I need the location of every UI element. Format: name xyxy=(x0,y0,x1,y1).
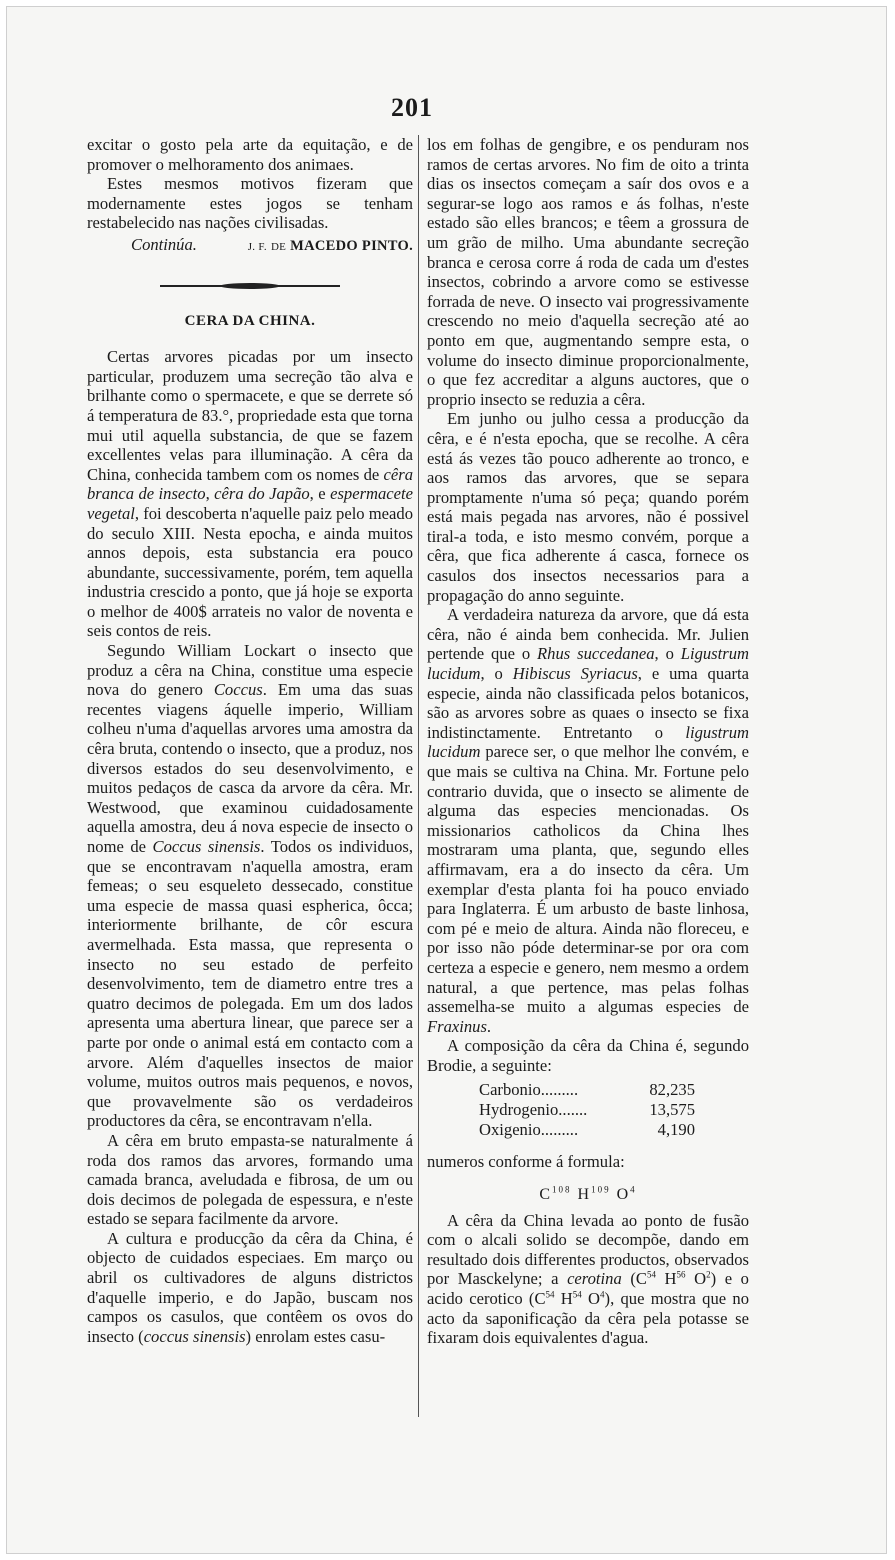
article-title: CERA DA CHINA. xyxy=(184,312,316,329)
element-name: Hydrogenio....... xyxy=(479,1099,588,1119)
element-value: 82,235 xyxy=(649,1079,695,1099)
author-initials: J. F. xyxy=(247,240,267,253)
paragraph-cera-bruto: A cêra em bruto empasta-se naturalmente á roda dos ramos das arvores, formando uma camada branca, aveludada e fibrosa, de um ou dois decimos de polegada de espessura, e n'este estado se separa facilmente da arvore. xyxy=(87,1130,413,1229)
table-row xyxy=(479,1100,695,1120)
element-name: Oxigenio......... xyxy=(479,1119,579,1139)
document-page xyxy=(6,6,887,1554)
paragraph-arvore-natureza: A verdadeira natureza da arvore, que dá esta cêra, não é ainda bem conhecida. Mr. Julien pertende que o Rhus succedanea, o Ligustrum lucidum, o Hibiscus Syriacus, e uma quarta especie, ainda não classificada pelos botanicos, são as arvores sobre as quaes o insecto se fixa indistinctamente. Entretanto o ligustrum lucidum parece ser, o que melhor lhe convém, e que mais se cultiva na China. Mr. Fortune pelo contrario duvida, que o insecto se alimente de alguma das especies mencionadas. Os missionarios catholicos da China lhes mostraram uma planta, que, segundo elles affirmavam, era a do insecto da cêra. Um exemplar d'esta planta foi ha pouco enviado para Inglaterra. É um arbusto de baste linhosa, com pé e meio de altura. Ainda não floreceu, e por isso não póde determinar-se por ora com certeza a especie e genero, nem mesmo a ordem natural, a que pertence, mas pelas folhas assemelha-se muito a algumas especies de Fraxinus. xyxy=(427,605,749,1036)
paragraph-certas-arvores: Certas arvores picadas por um insecto particular, produzem uma secreção tão alva e brilhante como o spermacete, e que se derrete só á temperatura de 83.°, propriedade esta que torna mui util aquella substancia, de que se fazem excellentes velas para illuminação. A cêra da China, conhecida tambem com os nomes de cêra branca de insecto, cêra do Japão, e espermacete vegetal, foi descoberta n'aquelle paiz pelo meado do seculo XIII. Nesta epocha, e ainda muitos annos depois, esta substancia era pouco abundante, successivamente, porém, tem aquella industria crescido a ponto, que já hoje se exporta o melhor de 400$ arrateis no valor de noventa e seis contos de reis. xyxy=(87,347,414,641)
table-row xyxy=(479,1120,695,1140)
author-surname: MACEDO PINTO. xyxy=(290,237,413,254)
carryover-paragraph: excitar o gosto pela arte da equitação, e de promover o melhoramento dos animaes. xyxy=(87,135,413,174)
formula-intro: numeros conforme á formula: xyxy=(427,1151,625,1171)
paragraph-cultura: A cultura e producção da cêra da China, é objecto de cuidados especiaes. Em março ou abril os cultivadores de alguns districtos d'aquelle imperio, e do Japão, buscam nos campos os casulos, que contêem os ovos do insecto (coccus sinensis) enrolam estes casu- xyxy=(87,1228,413,1346)
element-value: 13,575 xyxy=(649,1099,695,1119)
right-column xyxy=(427,135,749,1348)
chemical-formula: $C^{108}$ $H^{109}$ $O^4$ xyxy=(539,1184,637,1204)
element-name: Carbonio......... xyxy=(479,1079,579,1099)
element-value: 4,190 xyxy=(657,1119,695,1139)
composition-table xyxy=(479,1080,695,1140)
paragraph-casulos-continuation: los em folhas de gengibre, e os penduram nos ramos de certas arvores. No fim de oito a trinta dias os insectos começam a saír dos ovos e a segurar-se logo aos ramos e ás folhas, n'este estado são elles brancos; e têem a grossura de um grão de milho. Uma abundante secreção branca e cerosa corre á roda de cada um d'estes insectos, cobrindo a arvore como se estivesse forrada de neve. O insecto vai progressivamente crescendo no meio d'aquella secreção até ao ponto em que, augmentando sempre esta, o volume do insecto diminue proporcionalmente, o que fez accreditar a alguns auctores, que o proprio insecto se reduzia a cêra. xyxy=(427,135,749,409)
article-signature xyxy=(87,235,413,258)
left-column xyxy=(87,135,413,1346)
page-number: 201 xyxy=(391,93,433,122)
paragraph-lockart: Segundo William Lockart o insecto que produz a cêra na China, constitue uma especie nova do genero Coccus. Em uma das suas recentes viagens áquelle imperio, William colheu n'uma d'aquellas arvores uma amostra da cêra bruta, contendo o insecto, que a produz, nos diversos estados do seu desenvolvimento, e muitos pedaços de casca da arvore da cêra. Mr. Westwood, que examinou cuidadosamente aquella amostra, deu á nova especie de insecto o nome de Coccus sinensis. Todos os individuos, que se encontravam n'aquella amostra, eram femeas; o seu esqueleto dessecado, constitue uma especie de massa quasi espherica, ôcca; interiormente brilhante, de côr escura avermelhada. Esta massa, que representa o insecto no seu estado de perfeito desenvolvimento, tem de diametro entre tres a quatro decimos de polegada. Em um dos lados apresenta uma abertura linear, que parece ser a parte por onde o animal está em contacto com a arvore. Além d'aquelles insectos de maior volume, muitos outros mais pequenos, e novos, que provavelmente são os verdadeiros productores da cêra, se encontravam n'ella. xyxy=(87,641,413,1131)
paragraph-composicao: A composição da cêra da China é, segundo Brodie, a seguinte: xyxy=(427,1036,749,1075)
table-row xyxy=(479,1080,695,1100)
author-connector: DE xyxy=(270,240,287,253)
author-name xyxy=(248,237,413,258)
paragraph-junho: Em junho ou julho cessa a producção da cêra, e é n'esta epocha, que se recolhe. A cêra está ás vezes tão pouco adherente ao tronco, e aos ramos das arvores, que se separa promptamente n'uma só peça; quando porém está mais pegada nas arvores, não é possivel tiral-a toda, e isto mesmo convém, porque a cêra, que fica adherente á casca, fornece os casulos dos insectos necessarios para a propagação do anno seguinte. xyxy=(427,409,749,605)
column-divider xyxy=(418,135,419,1417)
paragraph-fusao: A cêra da China levada ao ponto de fusão com o alcali solido se decompõe, dando em resultado dois differentes productos, observados por Masckelyne; a cerotina ($C^{54}$ $H^{56}$ $O^2$) e o acido cerotico ($C^{54}$ $H^{54}$ $O^4$), que mostra que no acto da saponificação da cêra pela potasse se fixaram dois equivalentes d'agua. xyxy=(427,1210,749,1348)
motives-paragraph: Estes mesmos motivos fizeram que modernamente estes jogos se tenham restabelecido nas nações civilisadas. xyxy=(87,174,413,233)
continua-label: Continúa. xyxy=(131,234,197,254)
section-ornament-rule xyxy=(160,282,340,290)
